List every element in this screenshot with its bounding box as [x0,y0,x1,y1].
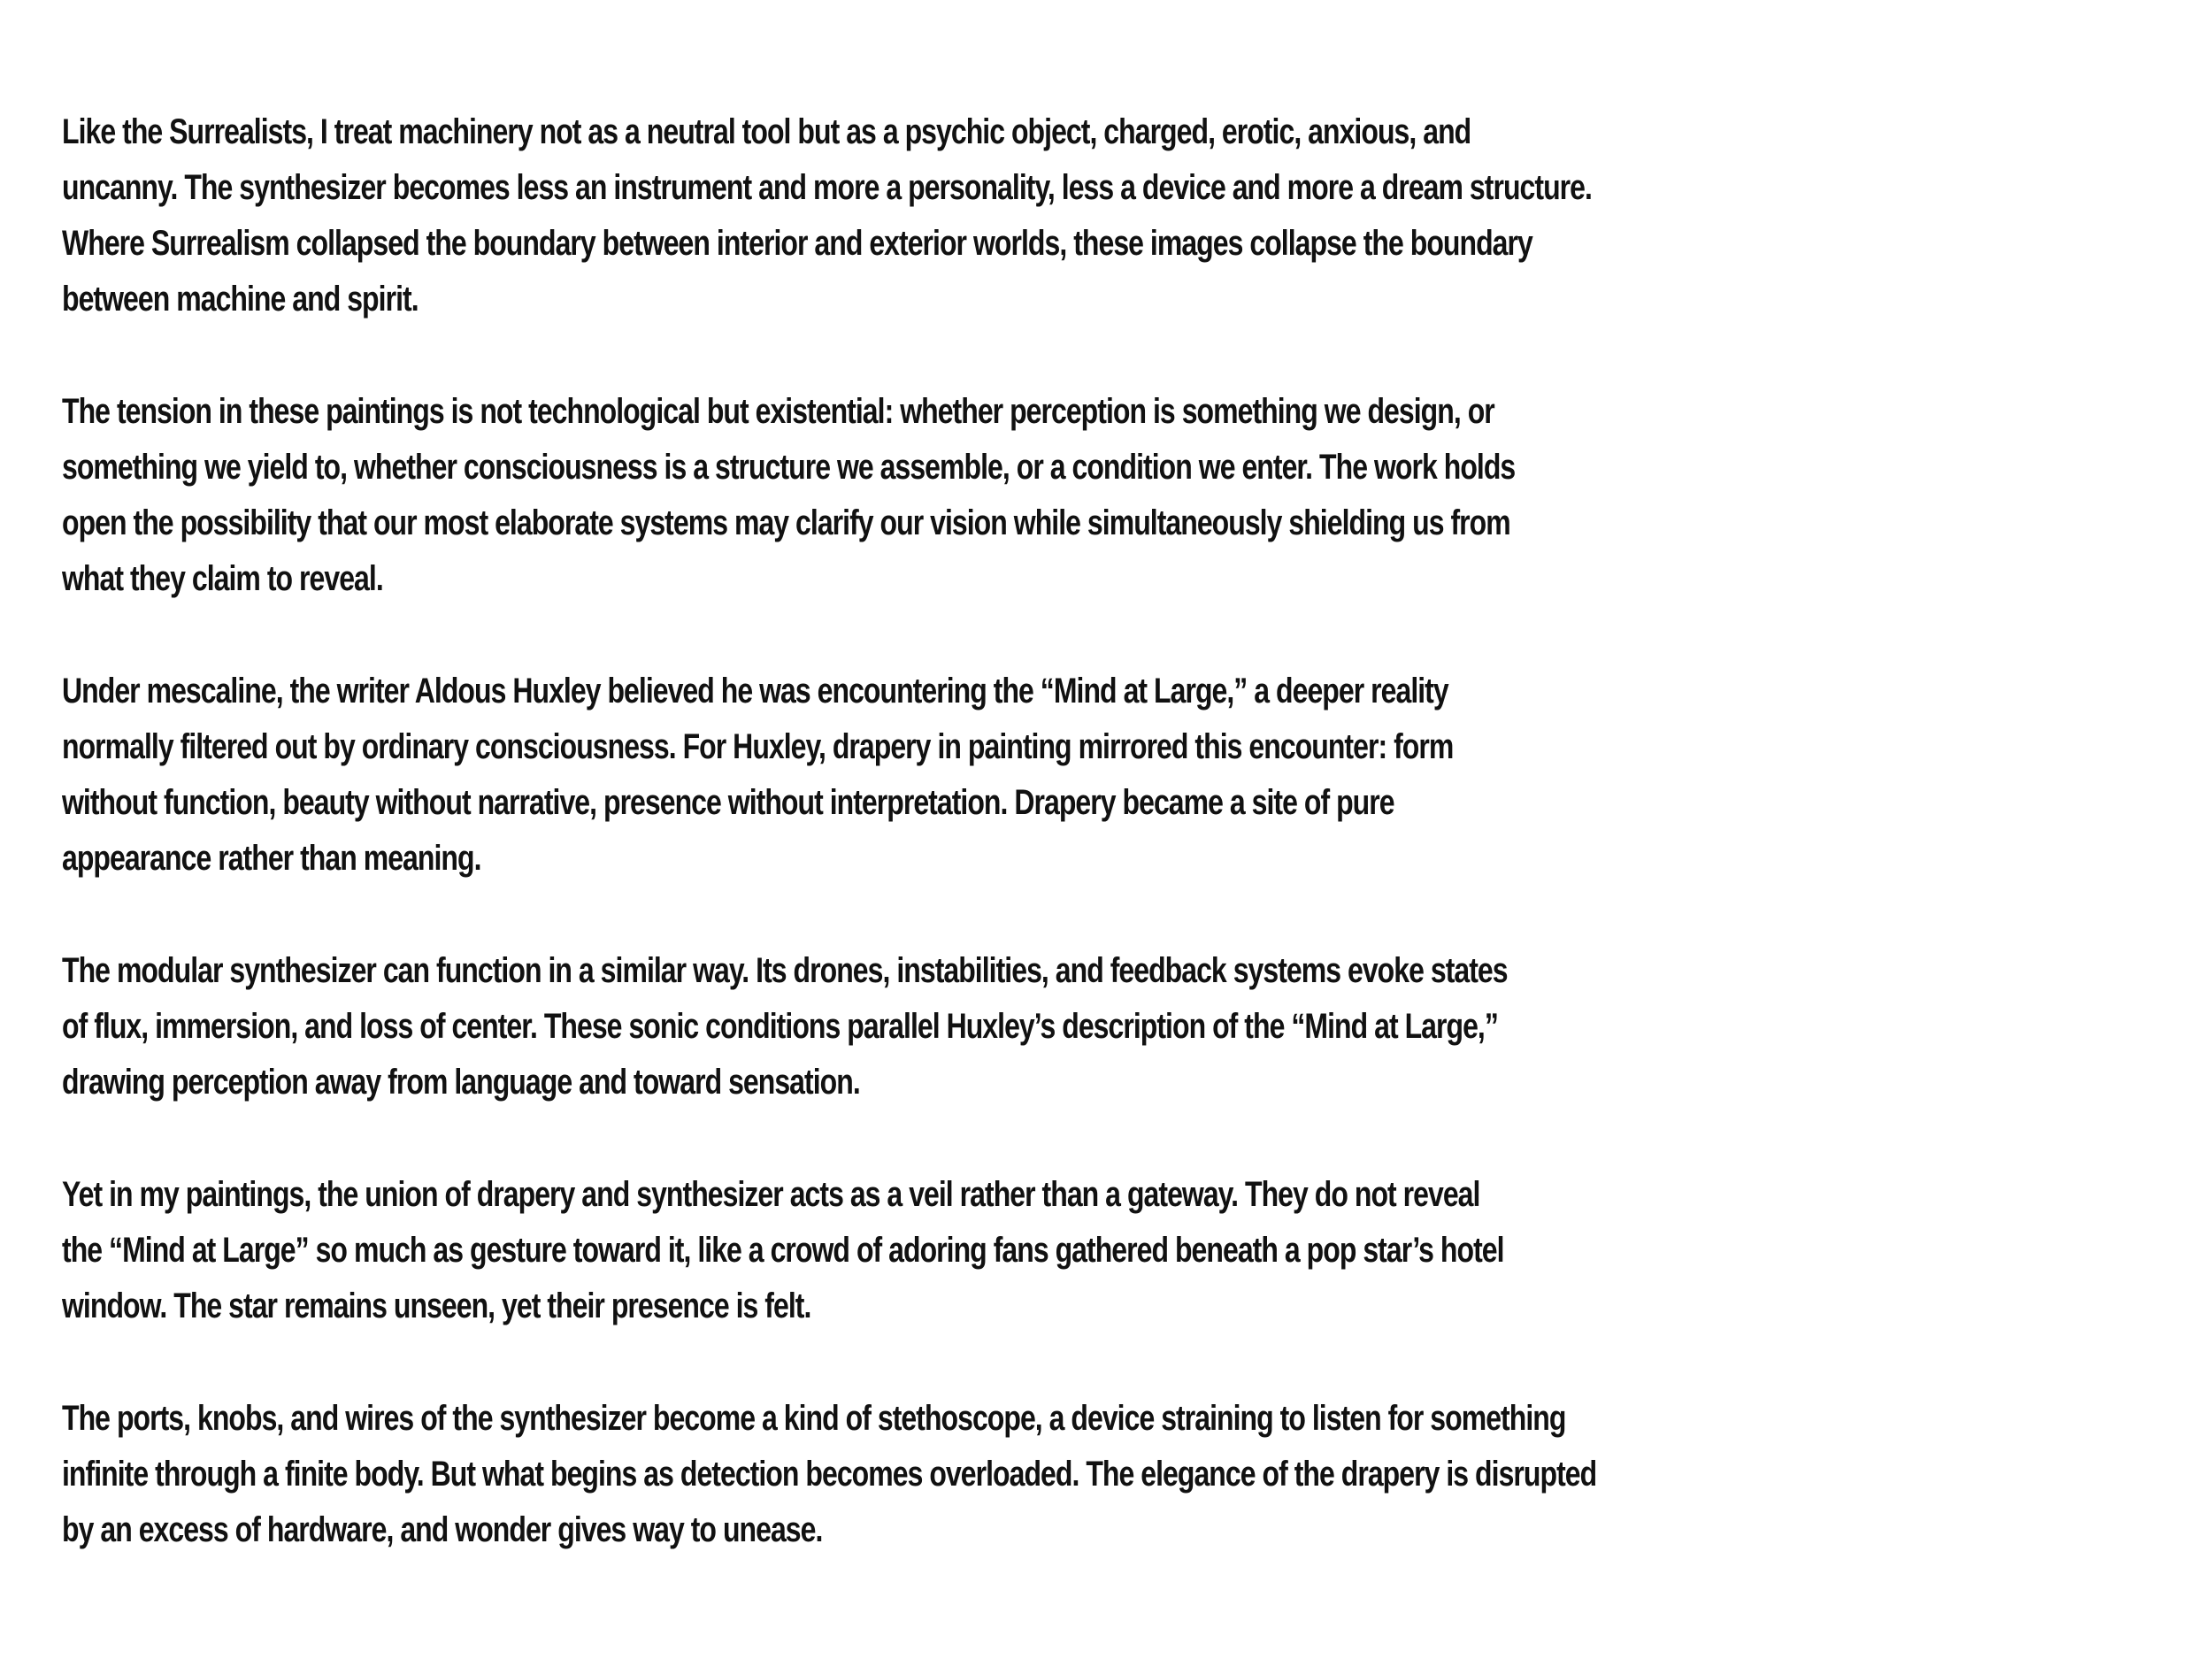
text-line: something we yield to, whether consciousness is a structure we assemble, or a condition we enter. The work holds [62,448,1516,487]
text-line: Like the Surrealists, I treat machinery not as a neutral tool but as a psychic object, charged, erotic, anxious, and [62,112,1471,151]
text-line: normally filtered out by ordinary consciousness. For Huxley, drapery in painting mirrored this encounter: form [62,727,1454,766]
text-line: Under mescaline, the writer Aldous Huxley believed he was encountering the “Mind at Large,” a deeper reality [62,672,1448,710]
text-line: by an excess of hardware, and wonder gives way to unease. [62,1510,823,1549]
paragraph-2 [62,384,2203,607]
text-line: The modular synthesizer can function in a similar way. Its drones, instabilities, and feedback systems evoke states [62,951,1508,990]
paragraph-4 [62,943,2203,1110]
text-line: Yet in my paintings, the union of drapery and synthesizer acts as a veil rather than a gateway. They do not reveal [62,1175,1480,1214]
text-line: drawing perception away from language and toward sensation. [62,1063,860,1102]
text-line: the “Mind at Large” so much as gesture toward it, like a crowd of adoring fans gathered beneath a pop star’s hotel [62,1231,1504,1270]
text-line: open the possibility that our most elaborate systems may clarify our vision while simultaneously shielding us from [62,503,1510,542]
text-line: without function, beauty without narrative, presence without interpretation. Drapery became a site of pure [62,783,1394,822]
text-line: The ports, knobs, and wires of the synthesizer become a kind of stethoscope, a device straining to listen for something [62,1399,1566,1438]
paragraph-5 [62,1167,2203,1334]
text-line: infinite through a finite body. But what begins as detection becomes overloaded. The elegance of the drapery is disrupted [62,1455,1597,1494]
artist-statement-text [62,104,2203,1615]
text-line: uncanny. The synthesizer becomes less an instrument and more a personality, less a device and more a dream structure. [62,168,1592,207]
text-line: what they claim to reveal. [62,559,383,598]
text-line: window. The star remains unseen, yet their presence is felt. [62,1286,811,1325]
text-line: The tension in these paintings is not technological but existential: whether perception is something we design, or [62,392,1494,431]
text-line: appearance rather than meaning. [62,839,481,878]
text-line: of flux, immersion, and loss of center. These sonic conditions parallel Huxley’s description of the “Mind at Large,” [62,1007,1498,1046]
text-line: Where Surrealism collapsed the boundary between interior and exterior worlds, these images collapse the boundary [62,224,1532,263]
paragraph-6 [62,1391,2203,1558]
text-line: between machine and spirit. [62,280,419,319]
paragraph-3 [62,664,2203,887]
paragraph-1 [62,104,2203,327]
